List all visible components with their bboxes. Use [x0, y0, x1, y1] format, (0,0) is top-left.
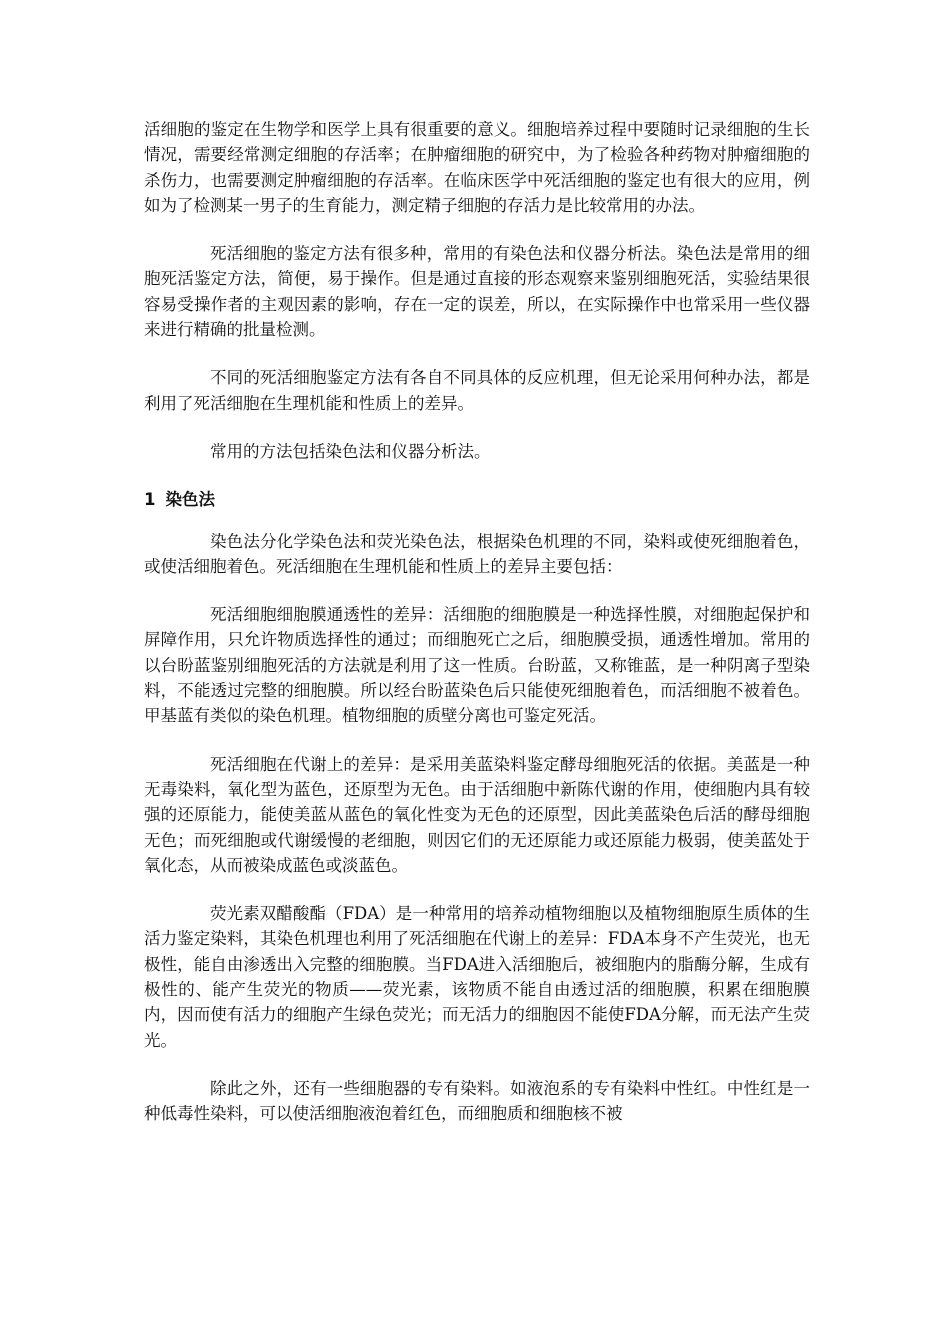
document-body: [144, 117, 810, 1150]
common-methods-paragraph: 常用的方法包括染色法和仪器分析法。: [210, 441, 491, 461]
methods-overview-paragraph: 死活细胞的鉴定方法有很多种，常用的有染色法和仪器分析法。染色法是常用的细胞死活鉴定方法，简便，易于操作。但是通过直接的形态观察来鉴别细胞死活，实验结果很容易受操作者的主观因素的影响，存在一定的误差，所以，在实际操作中也常采用一些仪器来进行精确的批量检测。: [144, 244, 810, 340]
section-title: 染色法: [165, 490, 215, 510]
section-number: 1: [144, 490, 156, 510]
mechanism-paragraph: 不同的死活细胞鉴定方法有各自不同具体的反应机理，但无论采用何种办法，都是利用了死活细胞在生理机能和性质上的差异。: [144, 368, 810, 413]
organelle-stain-paragraph: 除此之外，还有一些细胞器的专有染料。如液泡系的专有染料中性红。中性红是一种低毒性染料，可以使活细胞液泡着红色，而细胞质和细胞核不被: [144, 1078, 810, 1124]
fda-paragraph: 荧光素双醋酸酯（FDA）是一种常用的培养动植物细胞以及植物细胞原生质体的生活力鉴定染料，其染色机理也利用了死活细胞在代谢上的差异：FDA本身不产生荧光，也无极性，能自由渗透出入完整的细胞膜。当FDA进入活细胞后，被细胞内的脂酶分解，生成有极性的、能产生荧光的物质——荧光素，该物质不能自由透过活的细胞膜，积累在细胞膜内，因而使有活力的细胞产生绿色荧光；而无活力的细胞因不能使FDA分解，而无法产生荧光。: [144, 904, 810, 1050]
membrane-permeability-paragraph: 死活细胞细胞膜通透性的差异：活细胞的细胞膜是一种选择性膜，对细胞起保护和屏障作用，只允许物质选择性的通过；而细胞死亡之后，细胞膜受损，通透性增加。常用的以台盼蓝鉴别细胞死活的方法就是利用了这一性质。台盼蓝，又称锥蓝，是一种阴离子型染料，不能透过完整的细胞膜。所以经台盼蓝染色后只能使死细胞着色，而活细胞不被着色。甲基蓝有类似的染色机理。植物细胞的质壁分离也可鉴定死活。: [144, 605, 810, 726]
section-heading: [144, 487, 810, 512]
intro-paragraph: 活细胞的鉴定在生物学和医学上具有很重要的意义。细胞培养过程中要随时记录细胞的生长情况，需要经常测定细胞的存活率；在肿瘤细胞的研究中，为了检验各种药物对肿瘤细胞的杀伤力，也需要测定肿瘤细胞的存活率。在临床医学中死活细胞的鉴定也有很大的应用，例如为了检测某一男子的生育能力，测定精子细胞的存活力是比较常用的办法。: [144, 120, 810, 215]
metabolism-difference-paragraph: 死活细胞在代谢上的差异：是采用美蓝染料鉴定酵母细胞死活的依据。美蓝是一种无毒染料，氧化型为蓝色，还原型为无色。由于活细胞中新陈代谢的作用，使细胞内具有较强的还原能力，能使美蓝从蓝色的氧化性变为无色的还原型，因此美蓝染色后活的酵母细胞无色；而死细胞或代谢缓慢的老细胞，则因它们的无还原能力或还原能力极弱，使美蓝处于氧化态，从而被染成蓝色或淡蓝色。: [144, 754, 810, 875]
staining-intro-paragraph: 染色法分化学染色法和荧光染色法，根据染色机理的不同，染料或使死细胞着色，或使活细胞着色。死活细胞在生理机能和性质上的差异主要包括：: [144, 531, 810, 576]
